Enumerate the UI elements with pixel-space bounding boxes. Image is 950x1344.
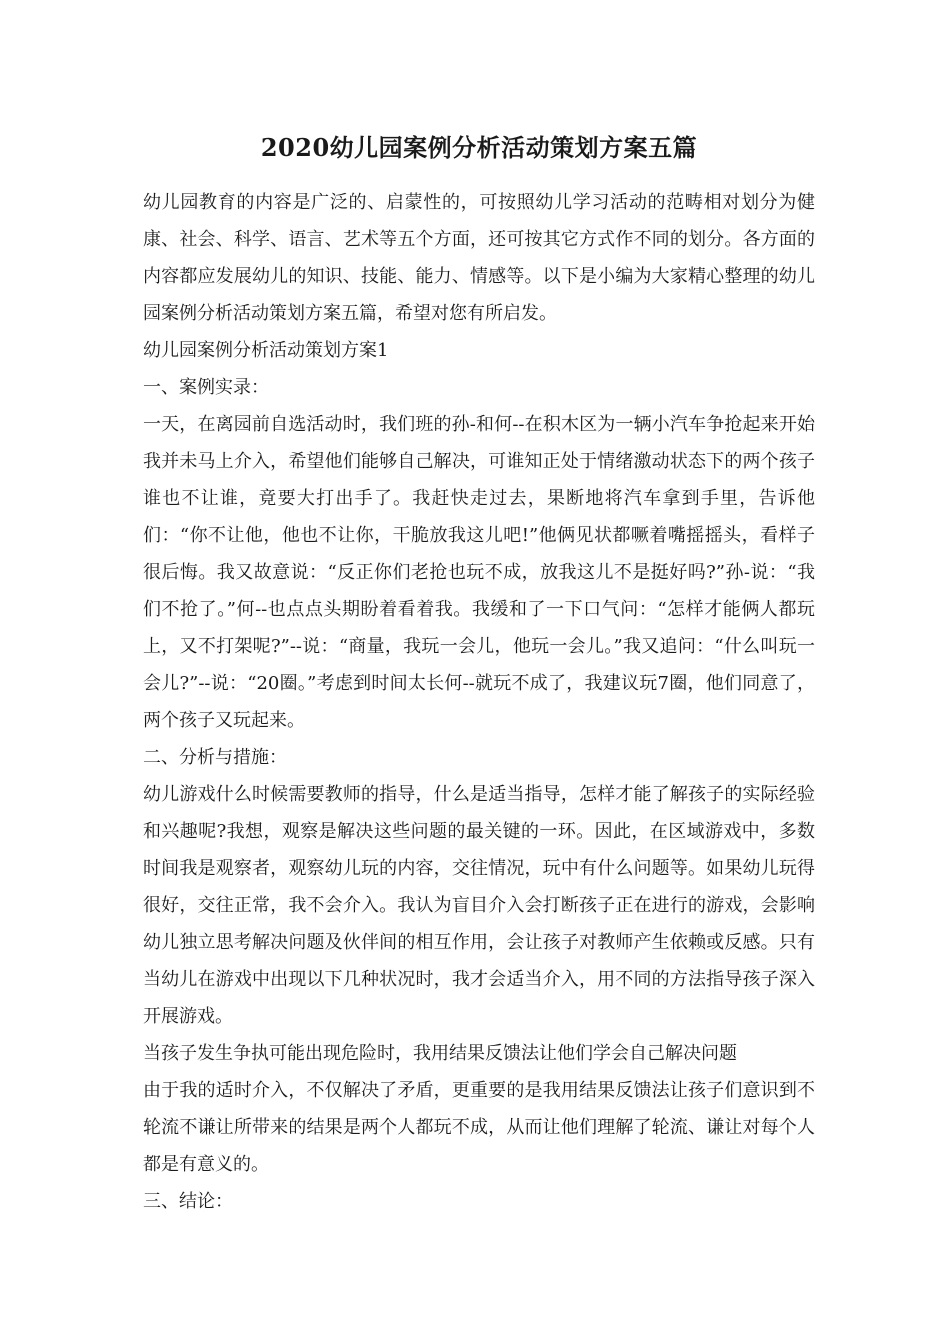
section-heading-analysis: 二、分析与措施： bbox=[143, 747, 287, 768]
intro-paragraph: 幼儿园教育的内容是广泛的、启蒙性的，可按照幼儿学习活动的范畴相对划分为健康、社会、科学、语言、艺术等五个方面，还可按其它方式作不同的划分。各方面的内容都应发展幼儿的知识、技能、能力、情感等。以下是小编为大家精心整理的幼儿园案例分析活动策划方案五篇，希望对您有所启发。 bbox=[143, 192, 815, 324]
method-heading: 当孩子发生争执可能出现危险时，我用结果反馈法让他们学会自己解决问题 bbox=[143, 1043, 737, 1064]
document-page bbox=[143, 128, 815, 1220]
section-heading-conclusion: 三、结论： bbox=[143, 1191, 233, 1212]
analysis-paragraph: 幼儿游戏什么时候需要教师的指导，什么是适当指导，怎样才能了解孩子的实际经验和兴趣呢?我想，观察是解决这些问题的最关键的一环。因此，在区域游戏中，多数时间我是观察者，观察幼儿玩的内容，交往情况，玩中有什么问题等。如果幼儿玩得很好，交往正常，我不会介入。我认为盲目介入会打断孩子正在进行的游戏，会影响幼儿独立思考解决问题及伙伴间的相互作用，会让孩子对教师产生依赖或反感。只有当幼儿在游戏中出现以下几种状况时，我才会适当介入，用不同的方法指导孩子深入开展游戏。 bbox=[143, 784, 815, 1027]
document-title: 2020幼儿园案例分析活动策划方案五篇 bbox=[260, 133, 698, 162]
method-paragraph: 由于我的适时介入，不仅解决了矛盾，更重要的是我用结果反馈法让孩子们意识到不轮流不谦让所带来的结果是两个人都玩不成，从而让他们理解了轮流、谦让对每个人都是有意义的。 bbox=[143, 1080, 815, 1175]
section-heading-plan-1: 幼儿园案例分析活动策划方案1 bbox=[143, 340, 389, 361]
case-record-paragraph: 一天，在离园前自选活动时，我们班的孙-和何--在积木区为一辆小汽车争抢起来开始我并未马上介入，希望他们能够自己解决，可谁知正处于情绪激动状态下的两个孩子谁也不让谁，竟要大打出手了。我赶快走过去，果断地将汽车拿到手里，告诉他们：“你不让他，他也不让你，干脆放我这儿吧!”他俩见状都噘着嘴摇摇头，看样子很后悔。我又故意说：“反正你们老抢也玩不成，放我这儿不是挺好吗?”孙-说：“我们不抢了。”何--也点点头期盼着看着我。我缓和了一下口气问：“怎样才能俩人都玩上，又不打架呢?”--说：“商量，我玩一会儿，他玩一会儿。”我又追问：“什么叫玩一会儿?”--说：“20圈。”考虑到时间太长何--就玩不成了，我建议玩7圈，他们同意了，两个孩子又玩起来。 bbox=[143, 414, 815, 731]
section-heading-case-record: 一、案例实录： bbox=[143, 377, 269, 398]
